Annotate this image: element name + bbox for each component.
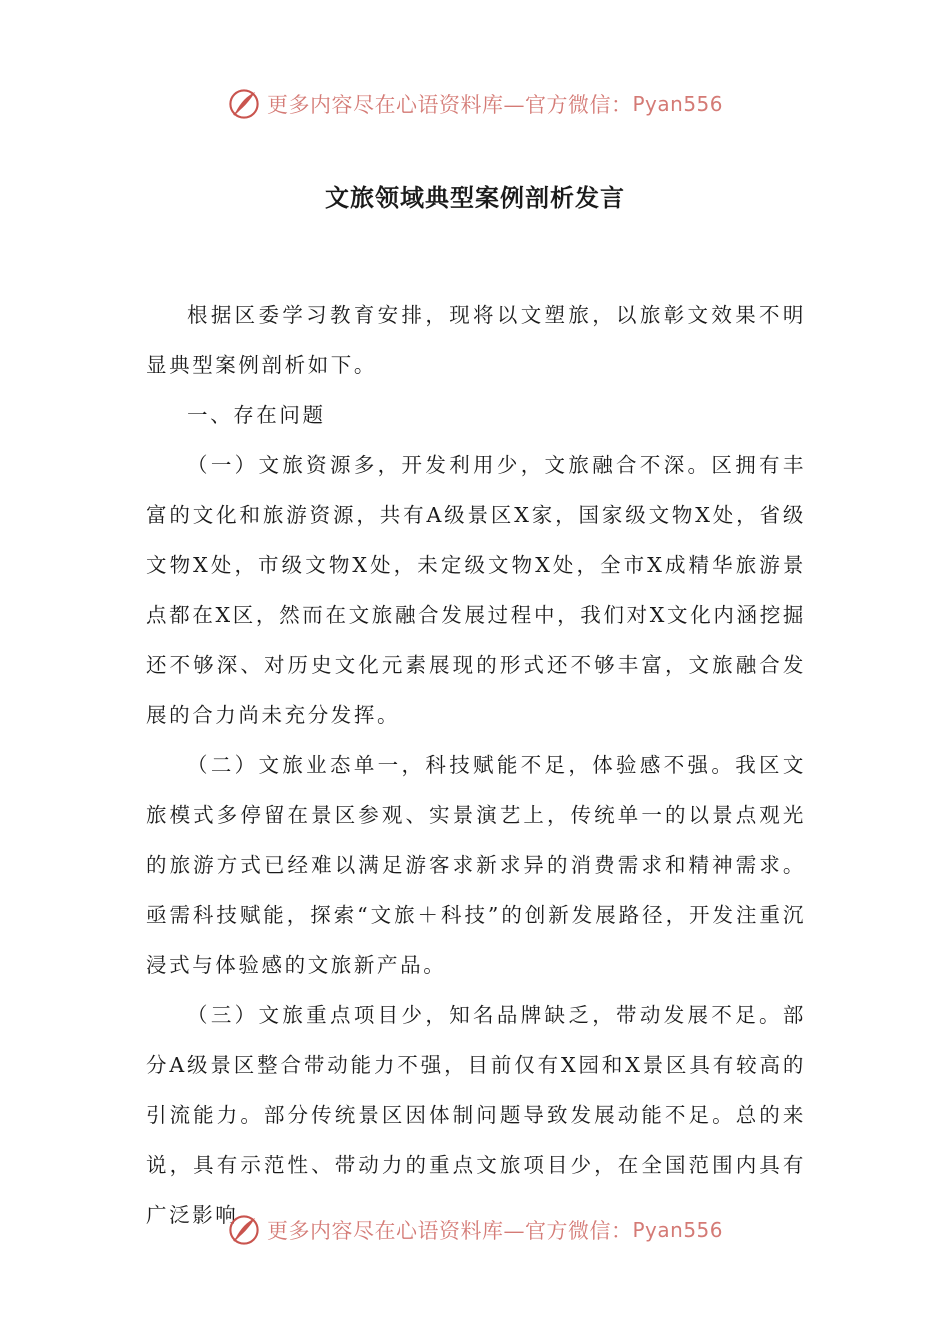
watermark-text: 更多内容尽在心语资料库—官方微信： [266,1219,633,1243]
watermark-wechat-id: Pyan556 [632,92,723,116]
watermark-wechat-id: Pyan556 [632,1218,723,1242]
paragraph-issue-3: （三）文旅重点项目少，知名品牌缺乏，带动发展不足。部分A级景区整合带动能力不强，目前仅有X园和X景区具有较高的引流能力。部分传统景区因体制问题导致发展动能不足。总的来说，具有示范性、带动力的重点文旅项目少，在全国范围内具有广泛影响 [146,1003,806,1227]
paragraph-issue-1: （一）文旅资源多，开发利用少，文旅融合不深。区拥有丰富的文化和旅游资源，共有A级景区X家，国家级文物X处，省级文物X处，市级文物X处，未定级文物X处，全市X成精华旅游景点都在X区，然而在文旅融合发展过程中，我们对X文化内涵挖掘还不够深、对历史文化元素展现的形式还不够丰富，文旅融合发展的合力尚未充分发挥。 [146,453,806,727]
footer-watermark [0,1210,950,1250]
section-heading-problems: 一、存在问题 [187,403,326,427]
document-body [146,290,806,1240]
header-watermark [0,84,950,124]
watermark-text: 更多内容尽在心语资料库—官方微信： [266,93,633,117]
feather-pen-seal-icon [227,87,261,121]
document-title: 文旅领域典型案例剖析发言 [325,184,625,212]
paragraph-issue-2: （二）文旅业态单一，科技赋能不足，体验感不强。我区文旅模式多停留在景区参观、实景演艺上，传统单一的以景点观光的旅游方式已经难以满足游客求新求异的消费需求和精神需求。亟需科技赋能，探索“文旅＋科技”的创新发展路径，开发注重沉浸式与体验感的文旅新产品。 [146,753,806,977]
feather-pen-seal-icon [227,1213,261,1247]
paragraph-intro: 根据区委学习教育安排，现将以文塑旅，以旅彰文效果不明显典型案例剖析如下。 [146,303,806,377]
